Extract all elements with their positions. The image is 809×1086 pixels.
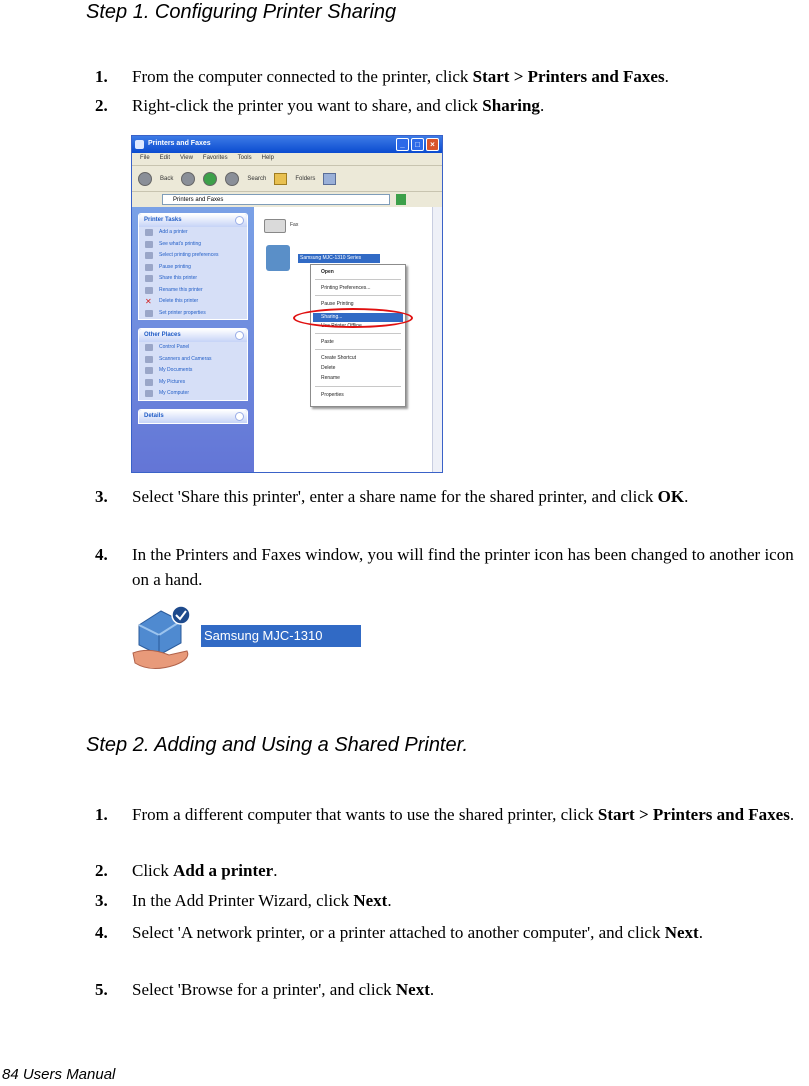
chevron-down-icon (235, 412, 244, 421)
address-field: Printers and Faxes (162, 194, 390, 205)
fax-label: Fax (290, 222, 299, 228)
printer-list (254, 207, 443, 473)
ctx-separator (315, 333, 401, 334)
task-item (139, 296, 247, 308)
ctx-rename: Rename (321, 375, 340, 381)
address-bar (132, 191, 442, 207)
highlight-circle (293, 308, 413, 328)
ctx-properties: Properties (321, 392, 344, 398)
step-text-end: . (429, 980, 435, 999)
details-title: Details (144, 412, 164, 419)
menubar (132, 153, 442, 165)
step-text: From a different computer that wants to use the shared printer, click (132, 805, 598, 824)
ctx-printing-preferences: Printing Preferences... (321, 285, 371, 291)
step-bold-text: Next (395, 980, 430, 999)
step-number: 3. (95, 487, 108, 506)
task-item: Select printing preferences (139, 250, 247, 262)
go-icon (396, 194, 406, 205)
place-item: My Documents (139, 365, 247, 377)
delete-x-icon: ✕ (145, 297, 152, 306)
step-number: 2. (95, 96, 108, 115)
window-titlebar (132, 136, 442, 153)
place-item: Control Panel (139, 342, 247, 354)
up-folder-icon (203, 172, 217, 186)
step-text: Right-click the printer you want to share, and click (132, 96, 483, 115)
step-bold-text: Start > Printers and Faxes (597, 805, 790, 824)
printer-tasks-title: Printer Tasks (144, 217, 182, 223)
folders-icon (274, 173, 287, 185)
search-label: Search (247, 175, 267, 182)
menu-file: File (140, 155, 150, 161)
views-icon (323, 173, 336, 185)
menu-tools: Tools (237, 155, 252, 161)
step-text: From the computer connected to the printer, click (132, 67, 473, 86)
step2-heading: Step 2. Adding and Using a Shared Printer. (86, 734, 469, 756)
other-places-panel (138, 328, 248, 401)
maximize-icon: □ (411, 138, 424, 151)
details-panel (138, 409, 248, 424)
page-footer: 84 Users Manual (2, 1066, 116, 1083)
step-text: In the Add Printer Wizard, click (132, 891, 354, 910)
ctx-separator (315, 349, 401, 350)
step-bold-text: Start > Printers and Faxes (472, 67, 665, 86)
shared-printer-icon (131, 603, 193, 676)
printer-folder-icon (135, 140, 144, 149)
step-text-end: . (539, 96, 545, 115)
menu-view: View (180, 155, 193, 161)
step-text: Select 'Share this printer', enter a share name for the shared printer, and click (132, 487, 658, 506)
ctx-paste: Paste (321, 339, 334, 345)
step-number: 4. (95, 923, 108, 942)
forward-icon (181, 172, 195, 186)
search-icon (225, 172, 239, 186)
task-item: Add a printer (139, 227, 247, 239)
printer-icon (266, 245, 290, 271)
step-text-end: . (387, 891, 392, 910)
task-item: Pause printing (139, 262, 247, 274)
step-number: 5. (95, 980, 108, 999)
context-menu (310, 264, 406, 407)
place-item: My Pictures (139, 377, 247, 389)
place-item: Scanners and Cameras (139, 354, 247, 366)
task-item: See what's printing (139, 239, 247, 251)
minimize-icon: _ (396, 138, 409, 151)
task-item: Share this printer (139, 273, 247, 285)
back-label: Back (160, 175, 174, 182)
step-bold-text: Next (353, 891, 388, 910)
ctx-separator (315, 295, 401, 296)
step-number: 1. (95, 805, 108, 824)
task-pane (132, 207, 254, 473)
step1-heading: Step 1. Configuring Printer Sharing (86, 1, 397, 23)
step-bold-text: Next (664, 923, 699, 942)
ctx-separator (315, 386, 401, 387)
chevron-up-icon (235, 216, 244, 225)
scrollbar (432, 207, 442, 473)
menu-edit: Edit (159, 155, 171, 161)
step-bold-text: Sharing (482, 96, 540, 115)
step-number: 4. (95, 545, 108, 564)
step-number: 3. (95, 891, 108, 910)
step-text: Click (132, 861, 174, 880)
ctx-sharing: Sharing... (313, 313, 403, 322)
step-number: 2. (95, 861, 108, 880)
task-item: Set printer properties (139, 308, 247, 320)
printers-faxes-screenshot (131, 135, 443, 473)
step-text-end: . (664, 67, 669, 86)
step-text: Select 'A network printer, or a printer attached to another computer', and click (132, 923, 665, 942)
task-item-label: Delete this printer (159, 298, 199, 304)
step-text-end: . (684, 487, 689, 506)
folders-label: Folders (295, 175, 316, 182)
ctx-delete: Delete (321, 365, 336, 371)
back-icon (138, 172, 152, 186)
window-title: Printers and Faxes (148, 140, 211, 147)
step-bold-text: Add a printer (173, 861, 274, 880)
step-text: Select 'Browse for a printer', and click (132, 980, 396, 999)
ctx-pause-printing: Pause Printing (321, 301, 354, 307)
step-text: In the Printers and Faxes window, you will find the printer icon has been changed to another icon on a hand. (132, 545, 794, 589)
step-text-end: . (698, 923, 703, 942)
place-item: My Computer (139, 388, 247, 400)
task-item: Rename this printer (139, 285, 247, 297)
step-bold-text: OK (657, 487, 685, 506)
step-text-end: . (789, 805, 795, 824)
fax-icon (264, 219, 286, 233)
close-icon: × (426, 138, 439, 151)
ctx-open: Open (321, 269, 334, 275)
menu-help: Help (261, 155, 274, 161)
ctx-separator (315, 279, 401, 280)
toolbar (132, 165, 442, 191)
printer-label: Samsung MJC-1310 Series (298, 254, 380, 263)
other-places-title: Other Places (144, 332, 181, 338)
step-number: 1. (95, 67, 108, 86)
step-text-end: . (273, 861, 278, 880)
chevron-up-icon (235, 331, 244, 340)
shared-printer-label: Samsung MJC-1310 Series (201, 625, 361, 647)
ctx-create-shortcut: Create Shortcut (321, 355, 357, 361)
ctx-use-offline: Use Printer Offline (321, 323, 362, 329)
menu-favorites: Favorites (202, 155, 228, 161)
printer-tasks-panel (138, 213, 248, 320)
